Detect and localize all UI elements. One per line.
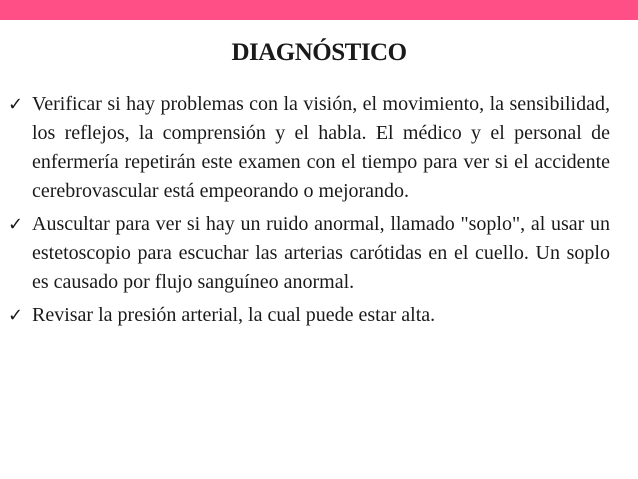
bullet-text: Auscultar para ver si hay un ruido anormal, llamado "soplo", al usar un estetoscopio para escuchar las arterias carótidas en el cuello. Un soplo es causado por flujo sanguíneo anormal.	[32, 213, 610, 293]
check-mark-icon: ✓	[8, 305, 24, 326]
bullet-text: Verificar si hay problemas con la visión, el movimiento, la sensibilidad, los reflejos, la comprensión y el habla. El médico y el personal de enfermería repetirán este examen con el tiempo para ver si el accidente cerebrovascular está empeorando o mejorando.	[32, 93, 610, 202]
bullet-item-blood-pressure	[8, 301, 610, 330]
top-accent-band	[0, 0, 638, 20]
slide-title: DIAGNÓSTICO	[231, 39, 407, 66]
bullet-item-vision-check	[8, 90, 610, 206]
check-mark-icon: ✓	[8, 94, 24, 115]
bullet-item-auscultation	[8, 210, 610, 297]
bullet-text: Revisar la presión arterial, la cual puede estar alta.	[32, 304, 436, 326]
check-mark-icon: ✓	[8, 214, 24, 235]
bullet-list	[8, 90, 610, 334]
